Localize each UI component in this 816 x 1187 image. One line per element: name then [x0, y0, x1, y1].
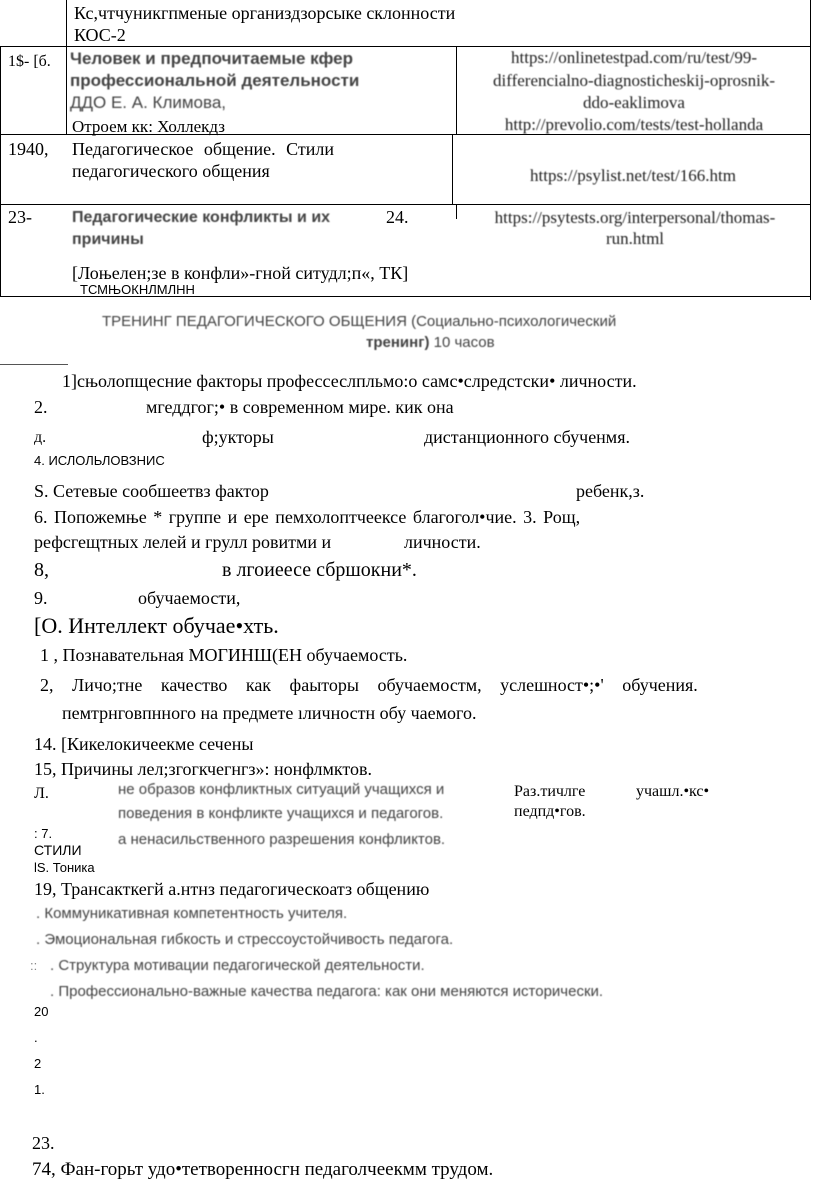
row2-url-line4[interactable]: http://prevolio.com/tests/test-hollanda: [504, 115, 764, 134]
topic-12: 2, Личо;тне качество как фаыторы обучаемостм, услешност•;•' обучения.: [40, 675, 698, 695]
num-1: 1.: [34, 1082, 45, 1097]
bullet-2: . Эмоциональная гибкость и стрессоустойчивость педагога.: [36, 931, 454, 948]
topic-5: S. Сетевые сообшеетвз фактор: [34, 481, 269, 501]
topic-15: 15, Причины лел;згогкчегнгз»: нонфлмктов.: [34, 759, 373, 779]
topic-24: 74, Фан-горьт удо•тетворенносгн педаголчеекмм трудом.: [32, 1159, 494, 1180]
row2-url-line3[interactable]: ddo-eaklimova: [583, 93, 685, 112]
row4-title-line2: причины: [72, 231, 144, 248]
bullet-3: . Структура мотивации педагогической деятельности.: [50, 957, 425, 974]
divider: [0, 364, 68, 365]
num-dot: .: [34, 1030, 38, 1045]
num-2: 2: [34, 1056, 42, 1071]
row1-title-line2: КОС-2: [74, 25, 126, 45]
topic-16: не образов конфликтных ситуаций учащихся и: [118, 781, 445, 798]
topic-1: 1]сњолопщесние факторы профессеслпльмо:о самс•слредстски• личности.: [62, 371, 637, 391]
topic-4: 4. ИСЛОЛЬЛОВЗНИС: [34, 453, 165, 468]
bullet-3-mark: ::: [30, 958, 38, 973]
row2-title-line1: Человек и предпочитаемые кфер: [70, 49, 353, 68]
topic-9: обучаемости,: [138, 588, 241, 608]
topic-18-label: СТИЛИ: [34, 842, 82, 858]
row2-url-line1[interactable]: https://onlinetestpad.com/ru/test/99-: [511, 48, 757, 67]
row3-title-line1: Педагогическое общение. Стили: [72, 139, 335, 159]
topic-17-line2: а ненасильственного разрешения конфликтов.: [118, 831, 446, 848]
row2-title-line2: профессиональной деятельности: [70, 71, 360, 90]
row1-title-line1: Кс,чтчуникгпменые организдзорсыке склонности: [74, 3, 456, 23]
topic-6-line2: рефсгещтных лелей и грулл ровитми и: [34, 532, 332, 552]
topic-16-number: Л.: [34, 785, 49, 802]
training-heading-bold: тренинг): [366, 334, 430, 351]
row3-title-line2: педагогического общения: [72, 161, 270, 181]
topic-5-end: ребенк,з.: [576, 481, 645, 501]
row4-title-line1: Педагогические конфликты и их: [72, 209, 331, 226]
row4-number-2: 24.: [386, 207, 409, 227]
row3-number: 1940,: [8, 139, 49, 159]
topic-6: 6. Попожемње * группе и ере пемхолоптчеексе благогол•чие. 3. Рощ,: [34, 507, 581, 527]
topic-10: [О. Интеллект обучае•хть.: [34, 613, 279, 638]
topic-2-number: 2.: [34, 397, 48, 417]
topic-11: 1 , Познавательная МОГИНШ(ЕН обучаемость.: [40, 645, 408, 665]
topic-16-right-c: педпд•гов.: [514, 803, 586, 820]
row2-subtitle: Отроем кк: Холлекдз: [72, 117, 225, 136]
bullet-4: . Профессионально-важные качества педагога: как они меняются исторически.: [50, 983, 604, 1000]
topic-16-right-b: учашл.•кс•: [636, 783, 710, 800]
training-heading-line2: [366, 334, 495, 352]
topic-17-number: : 7.: [34, 826, 53, 841]
topic-2: мгеддгог;• в современном мире. кик она: [146, 397, 454, 417]
topic-8: в лгоиеесе сбршокни*.: [222, 559, 417, 581]
topic-14: 14. [Кикелокичеекме сечены: [34, 734, 254, 754]
topic-19: 19, Трансакткегй а.нтнз педагогическоатз общению: [34, 879, 430, 899]
topic-3-number: д.: [34, 429, 47, 446]
row2-author: ДДО Е. А. Климова,: [70, 93, 227, 112]
topic-18: lS. Тоника: [34, 860, 95, 875]
row4-number: 23-: [8, 207, 32, 227]
topic-9-number: 9.: [34, 588, 48, 608]
topic-17: поведения в конфликте учащихся и педагогов.: [118, 805, 444, 822]
row2-url-line2[interactable]: differencialno-diagnosticheskij-oprosnik-: [493, 71, 775, 90]
topic-3-end: дистанционного сбученмя.: [424, 427, 630, 447]
row4-subtitle-line2: ТСМЊОКНЛМЛНН: [80, 282, 195, 297]
training-heading-hours: 10 часов: [429, 334, 495, 351]
num-20: 20: [34, 1004, 49, 1019]
row4-subtitle-line1: [Лоњелен;зе в конфли»-гной ситудл;п«, ТК]: [72, 263, 409, 283]
row2-number: 1$- [б.: [8, 53, 51, 70]
row3-url[interactable]: https://psylist.net/test/166.htm: [530, 166, 736, 185]
topic-6-line2-end: личности.: [404, 532, 481, 552]
topic-3-mid: ф;укторы: [202, 427, 274, 447]
topic-23: 23.: [32, 1133, 55, 1153]
training-heading-line1: ТРЕНИНГ ПЕДАГОГИЧЕСКОГО ОБЩЕНИЯ (Социально-психологический: [102, 313, 617, 330]
row4-url-line1[interactable]: https://psytests.org/interpersonal/thomas-: [494, 208, 776, 227]
topic-16-right-a: Раз.тичлге: [514, 783, 586, 800]
row4-url-line2[interactable]: run.html: [605, 229, 665, 248]
topic-12-line2: пемтрнговпнного на предмете ıличностн обу чаемого.: [62, 703, 477, 723]
topic-8-number: 8,: [34, 559, 49, 581]
bullet-1: . Коммуникативная компетентность учителя.: [36, 905, 348, 922]
